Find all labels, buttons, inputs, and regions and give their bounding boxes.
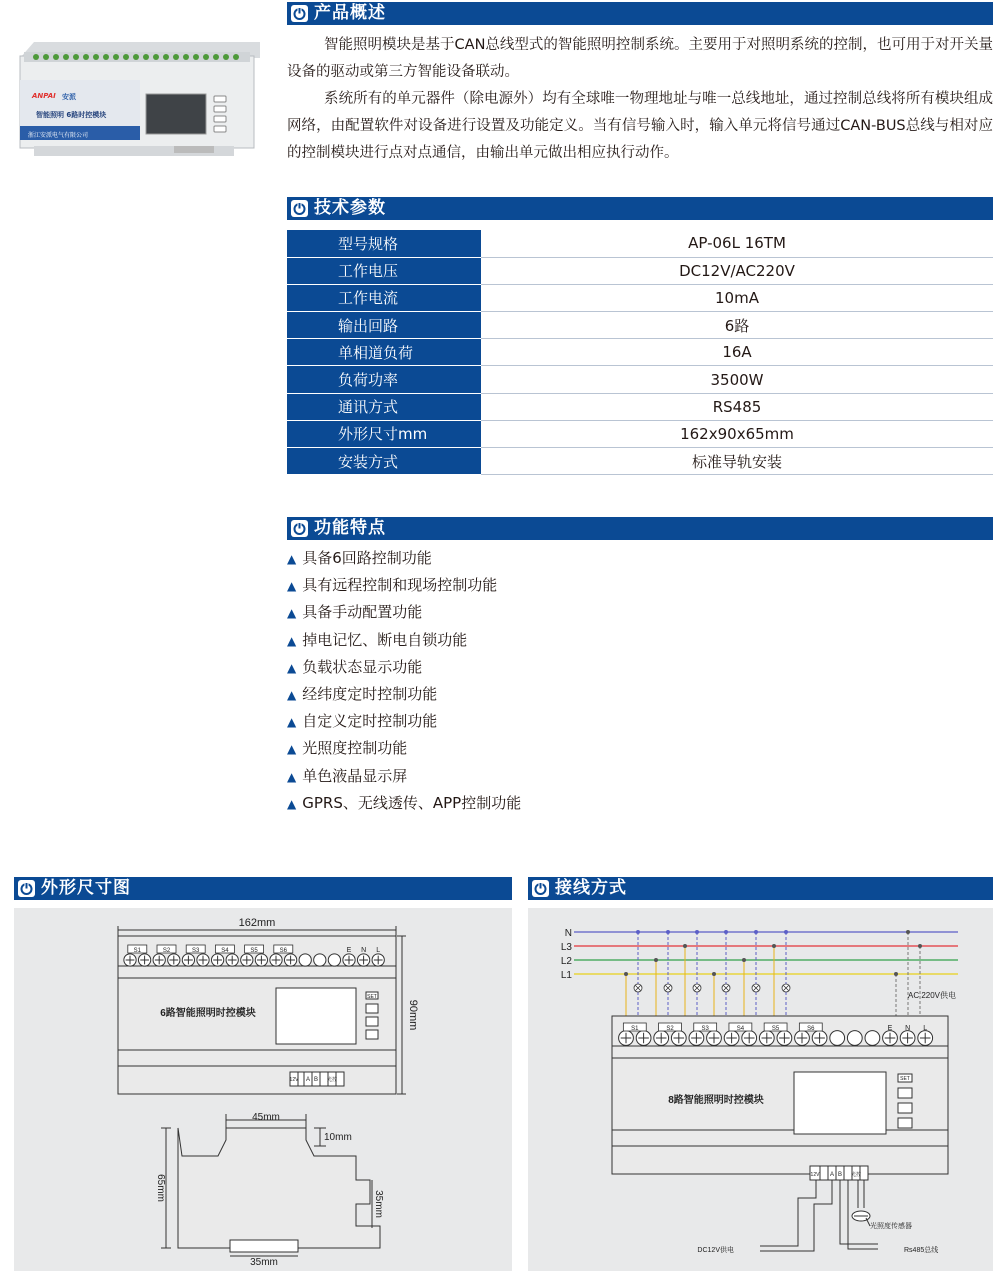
wire-junction — [918, 944, 922, 948]
wire-junction — [666, 930, 670, 934]
list-item: ▲ 经纬度定时控制功能 — [287, 684, 438, 703]
wire-junction — [894, 972, 898, 976]
section-title: 接线方式 — [555, 878, 627, 898]
section-title: 外形尺寸图 — [41, 878, 131, 898]
table-row — [287, 257, 993, 284]
terminal-label: S4 — [736, 1026, 745, 1032]
photo-model-text: 智能照明 6路时控模块 — [36, 111, 107, 119]
power-terminal-label: E — [887, 1025, 893, 1032]
dim-height-label: 90mm — [407, 999, 419, 1031]
section-title: 技术参数 — [314, 198, 386, 218]
wire-junction — [695, 930, 699, 934]
wire-junction — [712, 972, 716, 976]
bus-line-label: L2 — [560, 956, 572, 967]
terminal-screw — [314, 954, 326, 966]
triangle-bullet-icon: ▲ — [287, 796, 297, 811]
terminal-label: S1 — [133, 948, 141, 954]
spec-value: 标准导轨安装 — [481, 448, 993, 475]
spec-value: 16A — [481, 339, 993, 366]
spec-value: 162x90x65mm — [481, 420, 993, 447]
triangle-bullet-icon: ▲ — [287, 660, 297, 675]
wiring-diagram — [528, 908, 993, 1271]
power-terminal-label: E — [346, 947, 352, 954]
section-header-wiring — [528, 877, 993, 900]
section-header-specs — [287, 197, 993, 220]
table-row — [287, 339, 993, 366]
dim-depth-label: 65mm — [155, 1174, 166, 1202]
power-terminal-label: L — [376, 947, 381, 954]
wiring-bottom-terminal: B — [837, 1172, 843, 1178]
dim-bottom-terminal: 光控 — [326, 1077, 338, 1083]
wire-junction — [724, 930, 728, 934]
terminal-label: S4 — [221, 948, 229, 954]
table-row — [287, 393, 993, 420]
spec-value: 6路 — [481, 312, 993, 339]
photo-brand-cn: 安派 — [62, 93, 76, 101]
load-wires — [624, 930, 922, 1026]
spec-key: 外形尺寸mm — [287, 420, 481, 447]
terminal-label: S2 — [162, 948, 171, 954]
spec-key: 负荷功率 — [287, 366, 481, 393]
section-title: 功能特点 — [314, 518, 386, 538]
bus-line-label: L1 — [560, 970, 572, 981]
dim-bottom-terminal: 12V — [289, 1077, 299, 1083]
triangle-bullet-icon: ▲ — [287, 552, 297, 566]
bus-line-label: L3 — [560, 942, 572, 953]
wire-junction — [754, 930, 758, 934]
wire-junction — [742, 958, 746, 962]
triangle-bullet-icon: ▲ — [287, 687, 297, 702]
spec-value: 3500W — [481, 366, 993, 393]
wire-junction — [624, 972, 628, 976]
list-item: ▲ 光照度控制功能 — [287, 739, 408, 758]
dim-bottom-terminal: B — [313, 1077, 319, 1083]
power-icon — [18, 880, 35, 897]
section-header-dimensions — [14, 877, 512, 900]
triangle-bullet-icon: ▲ — [287, 715, 297, 730]
wiring-sensor-label: 光照度传感器 — [870, 1223, 912, 1230]
spec-value: 10mA — [481, 284, 993, 311]
power-terminal-label: N — [361, 947, 367, 954]
wiring-module — [612, 1016, 948, 1251]
wire-junction — [683, 944, 687, 948]
wiring-bottom-terminal: A — [829, 1172, 835, 1178]
terminal-screw — [830, 1031, 845, 1046]
spec-table — [287, 230, 993, 475]
spec-key: 通讯方式 — [287, 393, 481, 420]
terminal-label: S5 — [250, 948, 258, 954]
terminal-label: S6 — [807, 1026, 815, 1032]
spec-key: 型号规格 — [287, 230, 481, 257]
dim-top-label: 45mm — [252, 1112, 280, 1123]
spec-value: DC12V/AC220V — [481, 257, 993, 284]
dim-step-label: 10mm — [324, 1132, 352, 1143]
spec-key: 安装方式 — [287, 448, 481, 475]
photo-maker: 浙江安派电气有限公司 — [28, 132, 89, 139]
terminal-label: S5 — [771, 1026, 780, 1032]
feature-list — [287, 545, 521, 817]
bus-lines — [561, 928, 958, 981]
table-row — [287, 284, 993, 311]
wire-junction — [636, 930, 640, 934]
dim-module-label: 6路智能照明时控模块 — [160, 1008, 256, 1019]
wiring-bottom-terminal: 光控 — [850, 1172, 862, 1178]
list-item: ▲ 单色液晶显示屏 — [287, 766, 408, 785]
wiring-module-label: 8路智能照明时控模块 — [668, 1095, 764, 1106]
power-terminal-label: N — [905, 1025, 911, 1032]
table-row — [287, 312, 993, 339]
terminal-label: S6 — [279, 948, 287, 954]
wiring-rs485-label: Rs485总线 — [904, 1247, 939, 1254]
power-icon — [291, 200, 308, 217]
list-item: ▲ 具有远程控制和现场控制功能 — [287, 576, 498, 595]
triangle-bullet-icon: ▲ — [287, 633, 297, 648]
terminal-screw — [299, 954, 311, 966]
section-header-overview — [287, 2, 993, 25]
triangle-bullet-icon: ▲ — [287, 606, 297, 621]
list-item: ▲ 负载状态显示功能 — [287, 657, 423, 676]
section-title: 产品概述 — [314, 3, 386, 23]
triangle-bullet-icon: ▲ — [287, 769, 297, 784]
spec-key: 单相道负荷 — [287, 339, 481, 366]
list-item: ▲ 具备手动配置功能 — [287, 603, 423, 622]
overview-paragraph-1: 智能照明模块是基于CAN总线型式的智能照明控制系统。主要用于对照明系统的控制，也可用于对开关量设备的驱动或第三方智能设备联动。 — [287, 37, 993, 80]
table-row — [287, 366, 993, 393]
terminal-label: S2 — [666, 1026, 674, 1032]
spec-value: AP-06L 16TM — [481, 230, 993, 257]
power-icon — [291, 520, 308, 537]
list-item: ▲ GPRS、无线透传、APP控制功能 — [287, 793, 522, 812]
overview-paragraph-2: 系统所有的单元器件（除电源外）均有全球唯一物理地址与唯一总线地址，通过控制总线将所有模块组成网络，由配置软件对设备进行设置及功能定义。当有信号输入时，输入单元将信号通过CAN-BUS总线与相对应的控制模块进行点对点通信，由输出单元做出相应执行动作。 — [287, 91, 993, 161]
list-item: ▲ 掉电记忆、断电自锁功能 — [287, 630, 468, 649]
terminal-label: S3 — [701, 1026, 709, 1032]
terminal-screw — [328, 954, 340, 966]
terminal-screw — [847, 1031, 862, 1046]
terminal-label: S3 — [192, 948, 200, 954]
power-icon — [291, 5, 308, 22]
table-row — [287, 420, 993, 447]
spec-key: 工作电压 — [287, 257, 481, 284]
triangle-bullet-icon: ▲ — [287, 579, 297, 594]
table-row — [287, 448, 993, 475]
spec-key: 工作电流 — [287, 284, 481, 311]
photo-brand: ANPAI — [32, 92, 56, 100]
wiring-bottom-terminal: 12V — [810, 1172, 820, 1178]
terminal-screw — [865, 1031, 880, 1046]
dimension-diagram — [14, 908, 512, 1271]
product-photo — [14, 38, 260, 163]
table-row — [287, 230, 993, 257]
dim-bottom-label: 35mm — [250, 1257, 278, 1268]
triangle-bullet-icon: ▲ — [287, 742, 297, 757]
dim-width-label: 162mm — [238, 917, 276, 929]
spec-key: 输出回路 — [287, 312, 481, 339]
power-terminal-label: L — [923, 1025, 928, 1032]
dim-button-label: SET — [367, 994, 377, 1000]
wire-junction — [784, 930, 788, 934]
terminal-strip — [33, 54, 239, 60]
list-item: ▲ 具备6回路控制功能 — [287, 549, 432, 567]
bus-line-label: N — [564, 928, 572, 939]
wiring-dc-label: DC12V供电 — [697, 1247, 734, 1254]
wire-junction — [772, 944, 776, 948]
wire-junction — [654, 958, 658, 962]
dim-side-label: 35mm — [373, 1190, 384, 1218]
wiring-button-label: SET — [900, 1076, 910, 1082]
section-header-features — [287, 517, 993, 540]
terminal-label: S1 — [631, 1026, 639, 1032]
wiring-ac-label: AC 220V供电 — [908, 991, 957, 1000]
spec-value: RS485 — [481, 393, 993, 420]
list-item: ▲ 自定义定时控制功能 — [287, 712, 438, 731]
wire-junction — [906, 930, 910, 934]
dim-bottom-terminal: A — [305, 1077, 311, 1083]
power-icon — [532, 880, 549, 897]
